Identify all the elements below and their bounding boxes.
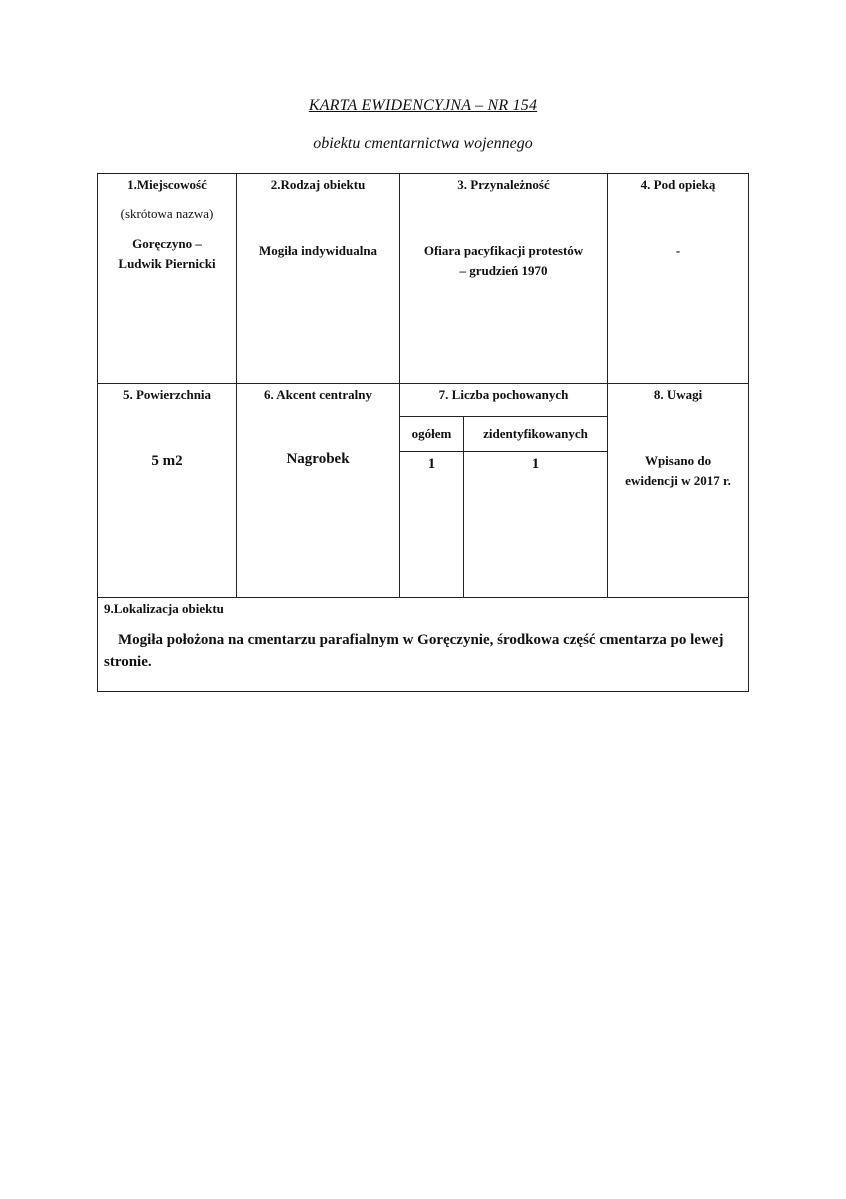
cell-remarks	[608, 384, 749, 598]
cell-locality	[98, 174, 237, 384]
table-row-1	[98, 174, 749, 384]
locality-sublabel: (skrótowa nazwa)	[120, 206, 214, 221]
location-label: 9.Lokalizacja obiektu	[104, 601, 224, 616]
cell-object-type	[237, 174, 400, 384]
table-row-2a	[98, 384, 749, 417]
locality-label: 1.Miejscowość	[127, 177, 207, 192]
area-label: 5. Powierzchnia	[122, 387, 212, 402]
object-type-label: 2.Rodzaj obiektu	[270, 177, 366, 192]
cell-central-accent	[237, 384, 400, 598]
custody-label: 4. Pod opieką	[640, 177, 716, 192]
locality-value-line2: Ludwik Piernicki	[118, 256, 216, 271]
location-text	[98, 617, 748, 673]
burials-total-value: 1	[427, 456, 436, 472]
custody-value: -	[675, 243, 681, 258]
table-row-3	[98, 598, 749, 692]
cell-area	[98, 384, 237, 598]
cell-burials-total-label	[400, 417, 464, 452]
affiliation-value-line1: Ofiara pacyfikacji protestów	[423, 243, 584, 258]
remarks-label: 8. Uwagi	[653, 387, 703, 402]
remarks-value-line2: ewidencji w 2017 r.	[625, 473, 731, 488]
locality-value-line1: Goręczyno –	[132, 236, 202, 251]
cell-affiliation	[400, 174, 608, 384]
cell-burials-header	[400, 384, 608, 417]
card-subtitle: obiektu cmentarnictwa wojennego	[313, 135, 533, 152]
affiliation-value-line2: – grudzień 1970	[459, 263, 548, 278]
central-accent-label: 6. Akcent centralny	[264, 387, 372, 402]
location-text-content: Mogiła położona na cmentarzu parafialnym w Goręczynie, środkowa część cmentarza po lewej stronie.	[104, 632, 724, 670]
affiliation-label: 3. Przynależność	[457, 177, 550, 192]
burials-identified-label: zidentyfikowanych	[483, 426, 588, 441]
cell-location	[98, 598, 749, 692]
cell-burials-total-value	[400, 452, 464, 598]
remarks-value-line1: Wpisano do	[644, 453, 712, 468]
area-value: 5 m2	[151, 453, 183, 469]
cell-burials-identified-value	[464, 452, 608, 598]
cell-custody	[608, 174, 749, 384]
card-title: KARTA EWIDENCYJNA – NR 154	[308, 97, 538, 114]
burials-total-label: ogółem	[411, 426, 452, 441]
record-card-table	[97, 173, 749, 692]
central-accent-value: Nagrobek	[286, 451, 350, 467]
burials-identified-value: 1	[531, 456, 540, 472]
cell-burials-identified-label	[464, 417, 608, 452]
burials-label: 7. Liczba pochowanych	[438, 387, 569, 402]
object-type-value: Mogiła indywidualna	[258, 243, 378, 258]
